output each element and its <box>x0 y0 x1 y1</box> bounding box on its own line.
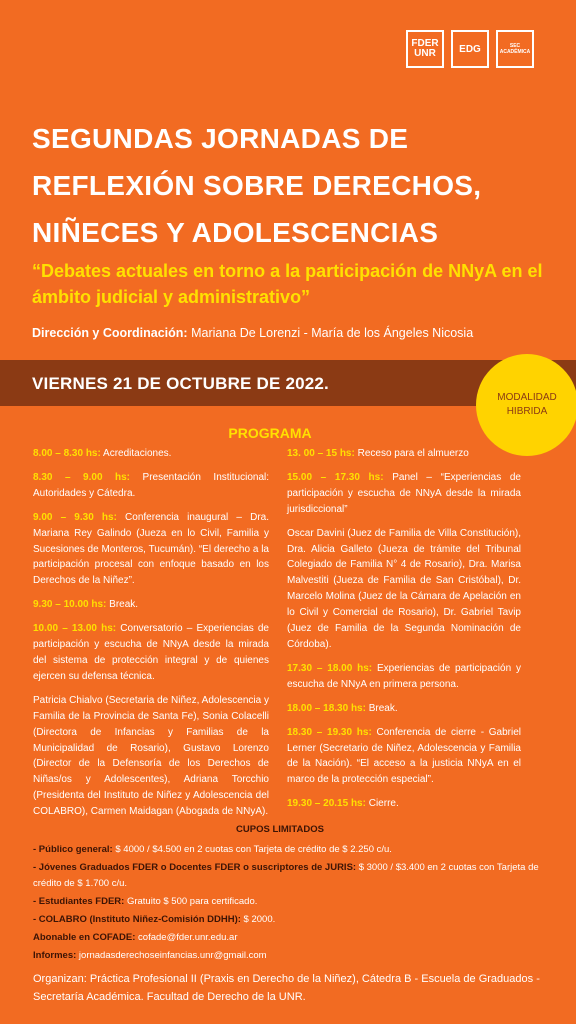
direccion-coordinacion <box>32 326 473 340</box>
sec-logo-line2: ACADÉMICA <box>499 49 531 55</box>
fder-logo-line2: UNR <box>414 48 436 59</box>
program-time: 13. 00 – 15 hs: <box>287 448 355 459</box>
program-item <box>287 796 521 812</box>
fees-list <box>33 842 543 966</box>
fee-label: - Estudiantes FDER: <box>33 896 125 907</box>
program-time: 8.00 – 8.30 hs: <box>33 448 101 459</box>
program-time: 15.00 – 17.30 hs: <box>287 471 384 483</box>
program-column-right <box>287 446 521 820</box>
modalidad-line1: MODALIDAD <box>497 392 557 403</box>
edg-logo-text: EDG <box>459 43 481 55</box>
program-item <box>33 446 269 462</box>
fee-item <box>33 912 543 928</box>
fder-logo-line1: FDER <box>411 38 439 49</box>
program-item <box>287 470 521 518</box>
program-item <box>33 470 269 502</box>
edg-logo <box>451 30 489 68</box>
fee-label: - COLABRO (Instituto Niñez-Comisión DDHH): <box>33 914 241 925</box>
event-title: SEGUNDAS JORNADAS DE REFLEXIÓN SOBRE DERECHOS, NIÑECES Y ADOLESCENCIAS <box>32 123 482 248</box>
modalidad-line2: HIBRIDA <box>506 406 548 417</box>
program-time: 9.30 – 10.00 hs: <box>33 599 107 611</box>
program-text: Break. <box>106 599 139 611</box>
program-text: Conferencia de cierre - Gabriel Lerner (Secretario de Niñez, Adolescencia y Familia de la Nación). “El acceso a la justicia NNyA en el marco de la protección especial”. <box>287 726 521 786</box>
program-text: Cierre. <box>365 798 399 810</box>
fee-text: Gratuito $ 500 para certificado. <box>124 896 258 907</box>
fee-item <box>33 860 543 892</box>
fee-item <box>33 842 543 858</box>
program-item <box>33 597 269 613</box>
fee-text: $ 3000 / $3.400 en 2 cuotas con Tarjeta de crédito de $ 1.700 c/u. <box>33 862 539 889</box>
fee-label: Informes: <box>33 950 77 961</box>
cofade-email-link[interactable]: cofade@fder.unr.edu.ar <box>135 932 238 943</box>
program-text: Acreditaciones. <box>100 448 172 459</box>
program-item <box>33 693 269 820</box>
program-text: Panel – “Experiencias de participación y escucha de NNyA desde la mirada jurisdiccional” <box>287 471 521 515</box>
program-text: Oscar Davini (Juez de Familia de Villa Constitución), Dra. Alicia Galleto (Jueza de trámite del Tribunal Colegiado de Familia N° 4 de Rosario), Dra. Marisa Malvestiti (Jueza de Familia de San Cristóbal), Dr. Marcelo Molina (Juez de la Cámara de Apelación en lo Civil y Comercial de Rosario), Dr. Gabriel Tavip (Juez de Familia de la Segunda Nominación de Córdoba). <box>287 527 521 650</box>
program-text: Conferencia inaugural – Dra. Mariana Rey Galindo (Jueza en lo Civil, Familia y Sucesiones de Monteros, Tucumán). “El derecho a la participación procesal con enfoque basado en los Derechos de la Niñez”. <box>33 511 269 587</box>
program-item <box>287 526 521 653</box>
program-time: 19.30 – 20.15 hs: <box>287 798 366 810</box>
program-item <box>287 446 521 462</box>
event-subtitle: “Debates actuales en torno a la participación de NNyA en el ámbito judicial y administrativo” <box>32 261 543 307</box>
programa-heading: PROGRAMA <box>228 425 312 441</box>
organizers-text: Organizan: Práctica Profesional II (Praxis en Derecho de la Niñez), Cátedra B - Escuela de Graduados - Secretaría Académica. Facultad de Derecho de la UNR. <box>33 973 540 1003</box>
fee-item <box>33 894 543 910</box>
fee-label: - Jóvenes Graduados FDER o Docentes FDER o suscriptores de JURIS: <box>33 862 357 873</box>
program-item <box>287 725 521 789</box>
fee-text: $ 2000. <box>240 914 276 925</box>
direccion-value: Mariana De Lorenzi - María de los Ángeles Nicosia <box>191 326 474 340</box>
program-text: Experiencias de participación y escucha de NNyA en primera persona. <box>287 662 521 690</box>
program-item <box>33 510 269 590</box>
fder-unr-logo <box>406 30 444 68</box>
sec-academica-logo <box>496 30 534 68</box>
fee-label: Abonable en COFADE: <box>33 932 136 943</box>
program-text: Patricia Chialvo (Secretaria de Niñez, Adolescencia y Familia de la Provincia de Santa Fe), Sonia Colacelli (Directora de Infancias y Familias de la Municipalidad de Rosario), Gustavo Lorenzo (Director de la Defensoría de los Derechos de Niñas/os y Adolescentes), Adriana Torcchio (Presidenta del Instituto de Niñez y Adolescencia del COLABRO), Carmen Maidagan (Abogada de NNyA). <box>33 694 269 818</box>
program-item <box>287 661 521 693</box>
program-time: 18.00 – 18.30 hs: <box>287 702 366 714</box>
informes-email-link[interactable]: jornadasderechoseinfancias.unr@gmail.com <box>76 950 267 961</box>
program-time: 17.30 – 18.00 hs: <box>287 662 373 674</box>
fee-item <box>33 948 543 964</box>
program-time: 18.30 – 19.30 hs: <box>287 726 372 738</box>
logo-group <box>406 30 534 68</box>
fee-item <box>33 930 543 946</box>
program-time: 9.00 – 9.30 hs: <box>33 511 117 523</box>
program-time: 8.30 – 9.00 hs: <box>33 471 131 483</box>
program-item <box>287 701 521 717</box>
program-time: 10.00 – 13.00 hs: <box>33 623 117 635</box>
cupos-heading: CUPOS LIMITADOS <box>236 824 324 835</box>
direccion-label: Dirección y Coordinación: <box>32 326 188 340</box>
program-column-left <box>33 446 269 828</box>
sec-logo-line1: SEC <box>509 43 521 49</box>
program-item <box>33 621 269 685</box>
program-text: Conversatorio – Experiencias de participación y escucha de NNyA desde la mirada del sistema de protección integral y de quienes ejercen su defensa técnica. <box>33 623 269 682</box>
event-date: VIERNES 21 DE OCTUBRE DE 2022. <box>32 374 329 393</box>
program-text: Receso para el almuerzo <box>354 448 469 459</box>
program-text: Presentación Institucional: Autoridades y Cátedra. <box>33 471 270 499</box>
fee-text: $ 4000 / $4.500 en 2 cuotas con Tarjeta de crédito de $ 2.250 c/u. <box>112 844 392 855</box>
fee-label: - Público general: <box>33 844 113 855</box>
program-text: Break. <box>365 702 398 714</box>
